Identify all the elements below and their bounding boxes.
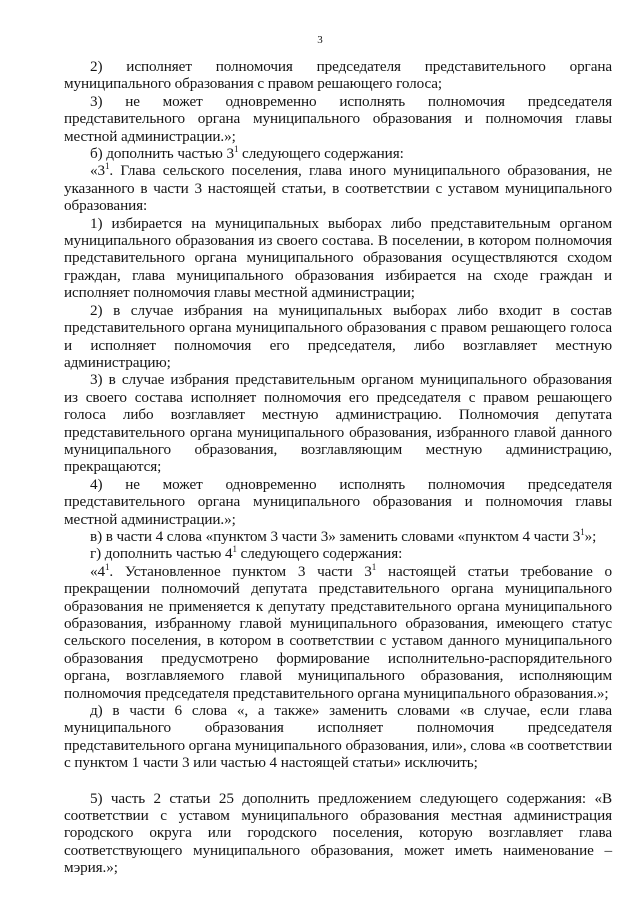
superscript-mark: 1 xyxy=(105,561,110,572)
page-number: 3 xyxy=(317,34,323,46)
paragraph: 1) избирается на муниципальных выборах либо представительным органом муниципального образования из своего состава. В поселении, в котором полномочия представительного органа муниципального образования осуществляются сходом граждан, глава муниципального образования избирается на сходе граждан и исполняет полномочия главы местной администрации; xyxy=(64,214,612,302)
superscript-mark: 1 xyxy=(580,526,585,537)
paragraph: «$3^1$. Глава сельского поселения, глава иного муниципального образования, не указанного в части 3 настоящей статьи, в соответствии с уставом муниципального образования: xyxy=(64,161,612,215)
paragraph: 4) не может одновременно исполнять полномочия председателя представительного органа муниципального образования и полномочия главы местной администрации.»; xyxy=(64,475,612,528)
superscript-mark: 1 xyxy=(371,561,377,572)
paragraph: 5) часть 2 статьи 25 дополнить предложением следующего содержания: «В соответствии с уставом муниципального образования местная администрация городского округа или городского поселения, которую возглавляет глава соответствующего муниципального образования, может иметь наименование – мэрия.»; xyxy=(64,789,612,877)
paragraph: в) в части 4 слова «пунктом 3 части 3» заменить словами «пунктом 4 части $3^1$»; xyxy=(90,526,597,545)
paragraph: б) дополнить частью $3^1$ следующего содержания: xyxy=(90,143,404,163)
superscript-mark: 1 xyxy=(233,143,239,154)
paragraph: д) в части 6 слова «, а также» заменить словами «в случае, если глава муниципального образования исполняет полномочия председателя представительного органа муниципального образования, или», слова «в соответствии с пунктом 1 части 3 или частью 4 настоящей статьи» исключить; xyxy=(64,702,612,772)
paragraph: 3) в случае избрания представительным органом муниципального образования из своего состава исполняет полномочия его председателя с правом решающего голоса либо возглавляет местную администрацию. Полномочия депутата представительного органа муниципального образования, избранного главой данного муниципального образования, возглавляющим местную администрацию, прекращаются; xyxy=(64,371,612,476)
document-body xyxy=(64,58,612,877)
superscript-mark: 1 xyxy=(232,544,237,555)
paragraph: 2) исполняет полномочия председателя представительного органа муниципального образования с правом решающего голоса; xyxy=(64,58,612,93)
paragraph: 3) не может одновременно исполнять полномочия председателя представительного органа муниципального образования и полномочия главы местной администрации.»; xyxy=(64,92,612,145)
superscript-mark: 1 xyxy=(105,161,110,172)
paragraph: 2) в случае избрания на муниципальных выборах либо входит в состав представительного органа муниципального образования с правом решающего голоса и исполняет полномочия его председателя, либо возглавляет местную администрацию; xyxy=(64,301,612,371)
paragraph: г) дополнить частью $4^1$ следующего содержания: xyxy=(90,544,403,563)
paragraph: «$4^1$. Установленное пунктом 3 части $3^1$ настоящей статьи требование о прекращении полномочий депутата представительного органа муниципального образования не применяется к депутату представительного органа муниципального образования, избранному главой муниципального образования, имеющего статус сельского поселения, в котором в соответствии с уставом данного муниципального образования предусмотрено формирование исполнительно-распорядительного органа, возглавляемого главой муниципального образования, исполняющим полномочия председателя представительного органа муниципального образования.»; xyxy=(64,561,612,702)
